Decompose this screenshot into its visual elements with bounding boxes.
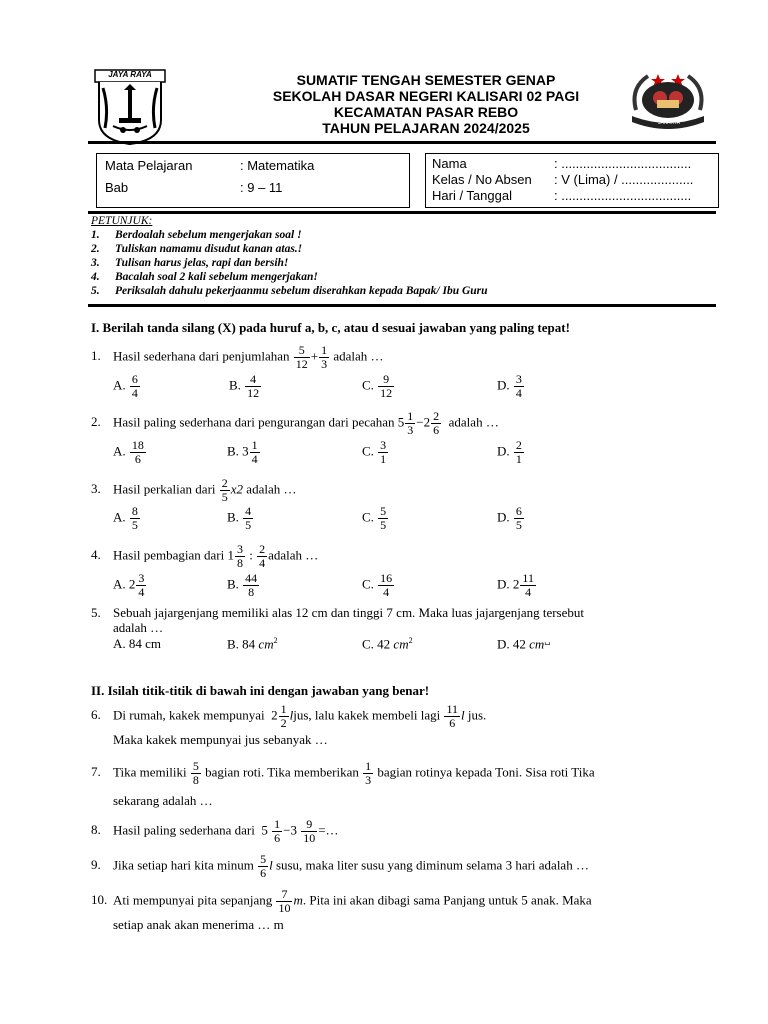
fraction (243, 572, 259, 599)
denominator: 12 (380, 386, 393, 400)
question-text: Hasil sederhana dari penjumlahan (113, 348, 290, 364)
exponent: ␣ (544, 636, 551, 645)
numerator: 2 (221, 476, 228, 490)
denominator: 12 (247, 386, 260, 400)
instruction-num: 2. (91, 243, 100, 255)
chapter-label: Bab (105, 180, 129, 195)
option-c[interactable] (362, 373, 395, 400)
name-label: Nama (432, 156, 467, 171)
fraction (272, 818, 282, 845)
fraction (258, 853, 268, 880)
question-2 (91, 410, 499, 437)
instruction-num: 4. (91, 271, 100, 283)
class-label: Kelas / No Absen (432, 172, 532, 187)
fraction (250, 439, 260, 466)
option-d[interactable] (497, 373, 525, 400)
fraction (444, 703, 460, 730)
question-5-line-2 (113, 620, 163, 636)
question-tail: adalah … (246, 481, 297, 497)
instruction-text: Bacalah soal 2 kali sebelum mengerjakan! (115, 271, 318, 283)
fraction (130, 439, 146, 466)
option-a[interactable] (113, 572, 147, 599)
numerator: 1 (280, 702, 287, 716)
right-logo-text: JAKARTA (658, 120, 681, 126)
option-label: A. (113, 443, 126, 459)
numerator: 6 (515, 504, 522, 518)
whole-number: 2 (271, 707, 278, 723)
question-3 (91, 477, 296, 504)
question-5 (91, 605, 584, 621)
option-label: D. (497, 509, 510, 525)
option-label: B. 84 (227, 636, 256, 652)
fraction (405, 410, 415, 437)
unit: cm (529, 636, 545, 652)
option-a[interactable] (113, 373, 141, 400)
header-divider (88, 141, 716, 144)
option-label: B. (227, 576, 239, 592)
fraction (514, 373, 524, 400)
fraction (279, 703, 289, 730)
numerator: 18 (131, 438, 144, 452)
fraction (363, 760, 373, 787)
denominator: 6 (433, 423, 440, 437)
option-d[interactable] (497, 439, 525, 466)
fraction (378, 373, 394, 400)
numerator: 3 (380, 438, 387, 452)
question-num: 2. (91, 414, 101, 430)
exponent: 2 (273, 636, 278, 645)
header-line-4: TAHUN PELAJARAN 2024/2025 (322, 120, 530, 136)
numerator: 1 (321, 343, 328, 357)
option-b[interactable] (229, 373, 262, 400)
fraction (294, 344, 310, 371)
subject-info-box (96, 153, 410, 208)
option-label: D. 2 (497, 576, 520, 592)
option-d[interactable] (497, 505, 525, 532)
denominator: 4 (131, 386, 138, 400)
numerator: 1 (274, 817, 281, 831)
option-b[interactable] (227, 636, 278, 652)
question-text: Hasil pembagian dari (113, 547, 225, 563)
question-tail: adalah … (333, 348, 384, 364)
fraction (245, 373, 261, 400)
instruction-text: Berdoalah sebelum mengerjakan soal ! (115, 229, 302, 241)
denominator: 5 (380, 518, 387, 532)
question-text: Tika memiliki (113, 764, 187, 780)
section-1-title: I. Berilah tanda silang (X) pada huruf a, b, c, atau d sesuai jawaban yang paling tepat! (91, 320, 570, 335)
instruction-text: Tuliskan namamu disudut kanan atas.! (115, 243, 303, 255)
numerator: 16 (380, 571, 393, 585)
numerator: 5 (260, 852, 267, 866)
denominator: 8 (192, 773, 199, 787)
header-line-2: SEKOLAH DASAR NEGERI KALISARI 02 PAGI (272, 88, 580, 104)
school-logo (628, 68, 708, 134)
denominator: 4 (378, 585, 394, 599)
question-9 (91, 853, 589, 880)
numerator: 5 (380, 504, 387, 518)
fraction (319, 344, 329, 371)
option-d[interactable] (497, 636, 550, 652)
unit: cm (258, 636, 274, 652)
jaya-raya-logo (93, 68, 167, 146)
denominator: 10 (278, 901, 291, 915)
numerator: 8 (131, 504, 138, 518)
option-c[interactable] (362, 636, 413, 652)
fraction (243, 505, 253, 532)
option-label: D. (497, 377, 510, 393)
section-2-title: II. Isilah titik-titik di bawah ini dengan jawaban yang benar! (91, 683, 430, 698)
numerator: 2 (259, 542, 266, 556)
question-tail: =… (318, 822, 339, 838)
day-label: Hari / Tanggal (432, 188, 512, 203)
unit: l (289, 707, 294, 723)
fraction (378, 505, 388, 532)
fraction (378, 572, 394, 599)
question-tail: adalah … (448, 414, 499, 430)
operator: + (310, 348, 319, 364)
denominator: 1 (515, 452, 522, 466)
question-num: 3. (91, 481, 101, 497)
instruction-item (91, 285, 488, 297)
question-text: sekarang adalah … (113, 793, 213, 808)
numerator: 5 (298, 343, 305, 357)
option-label: D. (497, 443, 510, 459)
option-label: D. 42 (497, 636, 526, 652)
question-num: 1. (91, 348, 101, 364)
question-num: 10. (91, 892, 108, 908)
question-tail: susu, maka liter susu yang diminum selama 3 hari adalah … (275, 857, 589, 873)
question-num: 8. (91, 822, 101, 838)
question-num: 6. (91, 707, 101, 723)
fraction (136, 572, 146, 599)
question-text: Ati mempunyai pita sepanjang (113, 892, 273, 908)
fraction (378, 439, 388, 466)
instruction-num: 5. (91, 285, 100, 297)
question-4 (91, 543, 318, 570)
option-b[interactable] (227, 439, 261, 466)
info-divider (88, 211, 716, 214)
denominator: 4 (515, 386, 522, 400)
denominator: 6 (130, 452, 146, 466)
answer-blank-6[interactable] (600, 732, 700, 748)
fraction (514, 505, 524, 532)
subject-value: : Matematika (240, 158, 315, 173)
question-10-line-2 (113, 917, 284, 933)
numerator: 6 (131, 372, 138, 386)
option-label: C. (362, 443, 374, 459)
day-field[interactable]: : .................................... (554, 188, 692, 203)
fraction (130, 505, 140, 532)
numerator: 9 (383, 372, 390, 386)
denominator: 4 (520, 585, 536, 599)
fraction (130, 373, 140, 400)
header-line-1: SUMATIF TENGAH SEMESTER GENAP (296, 72, 556, 88)
question-num: 7. (91, 764, 101, 780)
option-c[interactable] (362, 572, 395, 599)
option-label: A. 84 cm (113, 636, 162, 651)
fraction (431, 410, 441, 437)
question-text: setiap anak akan menerima … m (113, 917, 284, 932)
whole-number: 2 (423, 414, 431, 430)
question-6-line-2 (113, 732, 328, 748)
fraction (191, 760, 201, 787)
chapter-value: : 9 – 11 (240, 180, 283, 195)
numerator: 1 (365, 759, 372, 773)
option-a[interactable] (113, 636, 161, 652)
exponent: 2 (408, 636, 413, 645)
denominator: 8 (236, 556, 243, 570)
denominator: 5 (245, 518, 252, 532)
option-label: B. 3 (227, 443, 249, 459)
denominator: 10 (303, 831, 316, 845)
numerator: 2 (433, 409, 440, 423)
denominator: 5 (515, 518, 522, 532)
instruction-item (91, 257, 288, 269)
unit: cm (393, 636, 409, 652)
denominator: 8 (243, 585, 259, 599)
denominator: 5 (221, 490, 228, 504)
numerator: 11 (522, 571, 534, 585)
whole-number: 5 (397, 414, 405, 430)
option-label: C. (362, 377, 374, 393)
operator: x2 (230, 481, 244, 497)
denominator: 3 (321, 357, 328, 371)
question-6 (91, 703, 486, 730)
option-b[interactable] (227, 572, 260, 599)
denominator: 6 (274, 831, 281, 845)
instruction-num: 3. (91, 257, 100, 269)
left-logo-text: JAYA RAYA (108, 70, 152, 79)
option-a[interactable] (113, 505, 141, 532)
instruction-text: Tulisan harus jelas, rapi dan bersih! (115, 257, 289, 269)
subject-label: Mata Pelajaran (105, 158, 193, 173)
option-label: A. (113, 377, 126, 393)
question-text: bagian roti. Tika memberikan (205, 764, 359, 780)
option-label: B. (227, 509, 239, 525)
numerator: 3 (515, 372, 522, 386)
question-tail: adalah … (268, 547, 319, 563)
operator: −3 (283, 822, 297, 838)
numerator: 4 (250, 372, 257, 386)
question-8 (91, 818, 339, 845)
question-num: 9. (91, 857, 101, 873)
option-label: A. (113, 509, 126, 525)
whole-number: 5 (261, 822, 268, 838)
numerator: 7 (281, 887, 288, 901)
denominator: 4 (138, 585, 145, 599)
option-c[interactable] (362, 505, 389, 532)
question-num: 5. (91, 605, 101, 620)
instructions-divider (88, 304, 716, 307)
operator: − (416, 414, 424, 430)
denominator: 1 (380, 452, 387, 466)
option-a[interactable] (113, 439, 147, 466)
numerator: 3 (236, 542, 243, 556)
fraction (220, 477, 230, 504)
instruction-item (91, 229, 302, 241)
operator: : (249, 547, 253, 563)
denominator: 5 (131, 518, 138, 532)
denominator: 6 (260, 866, 267, 880)
question-tail: jus. (467, 707, 487, 723)
numerator: 11 (446, 702, 459, 716)
question-7-line-2 (113, 793, 213, 809)
instruction-item (91, 271, 318, 283)
fraction (257, 543, 267, 570)
header-title (200, 72, 652, 136)
question-text: Hasil paling sederhana dari pengurangan dari pecahan (113, 414, 395, 430)
numerator: 9 (306, 817, 313, 831)
option-d[interactable] (497, 572, 537, 599)
question-text: Hasil paling sederhana dari (113, 822, 255, 838)
class-field[interactable]: : V (Lima) / .................... (554, 172, 694, 187)
unit: l (269, 857, 273, 873)
question-tail: . Pita ini akan dibagi sama Panjang untuk 5 anak. Maka (302, 892, 592, 908)
question-text: Sebuah jajargenjang memiliki alas 12 cm dan tinggi 7 cm. Maka luas jajargenjang tersebut (113, 605, 585, 620)
fraction (235, 543, 245, 570)
option-label: B. (229, 377, 241, 393)
numerator: 5 (192, 759, 199, 773)
denominator: 12 (295, 357, 308, 371)
option-c[interactable] (362, 439, 389, 466)
question-text: adalah … (113, 620, 164, 635)
question-1 (91, 344, 384, 371)
numerator: 3 (138, 571, 145, 585)
instruction-num: 1. (91, 229, 100, 241)
option-label: C. (362, 509, 374, 525)
fraction (520, 572, 536, 599)
denominator: 4 (259, 556, 266, 570)
student-info-box (425, 153, 719, 208)
option-b[interactable] (227, 505, 254, 532)
question-num: 4. (91, 547, 101, 563)
fraction (276, 888, 292, 915)
name-field[interactable]: : .................................... (554, 156, 692, 171)
denominator: 2 (280, 716, 287, 730)
numerator: 44 (245, 571, 258, 585)
question-text: Maka kakek mempunyai jus sebanyak … (113, 732, 328, 747)
question-10 (91, 888, 592, 915)
question-text: Jika setiap hari kita minum (113, 857, 254, 873)
question-text: jus, lalu kakek membeli lagi (293, 707, 441, 723)
numerator: 4 (245, 504, 252, 518)
unit: m (293, 892, 303, 908)
instruction-item (91, 243, 302, 255)
option-label: C. 42 (362, 636, 391, 652)
numerator: 1 (407, 409, 414, 423)
header-line-3: KECAMATAN PASAR REBO (333, 104, 519, 120)
option-label: C. (362, 576, 374, 592)
denominator: 3 (365, 773, 372, 787)
question-text: Hasil perkalian dari (113, 481, 216, 497)
option-label: A. 2 (113, 576, 136, 592)
numerator: 1 (251, 438, 258, 452)
whole-number: 1 (227, 547, 234, 563)
denominator: 6 (444, 716, 460, 730)
numerator: 2 (515, 438, 522, 452)
instructions-title: PETUNJUK: (91, 215, 153, 227)
question-text: Di rumah, kakek mempunyai (113, 707, 265, 723)
fraction (514, 439, 524, 466)
denominator: 4 (251, 452, 258, 466)
fraction (301, 818, 317, 845)
denominator: 3 (407, 423, 414, 437)
unit: l (461, 707, 465, 723)
question-7 (91, 760, 595, 787)
question-tail: bagian rotinya kepada Toni. Sisa roti Tika (377, 764, 595, 780)
instruction-text: Periksalah dahulu pekerjaanmu sebelum diserahkan kepada Bapak/ Ibu Guru (115, 285, 488, 297)
